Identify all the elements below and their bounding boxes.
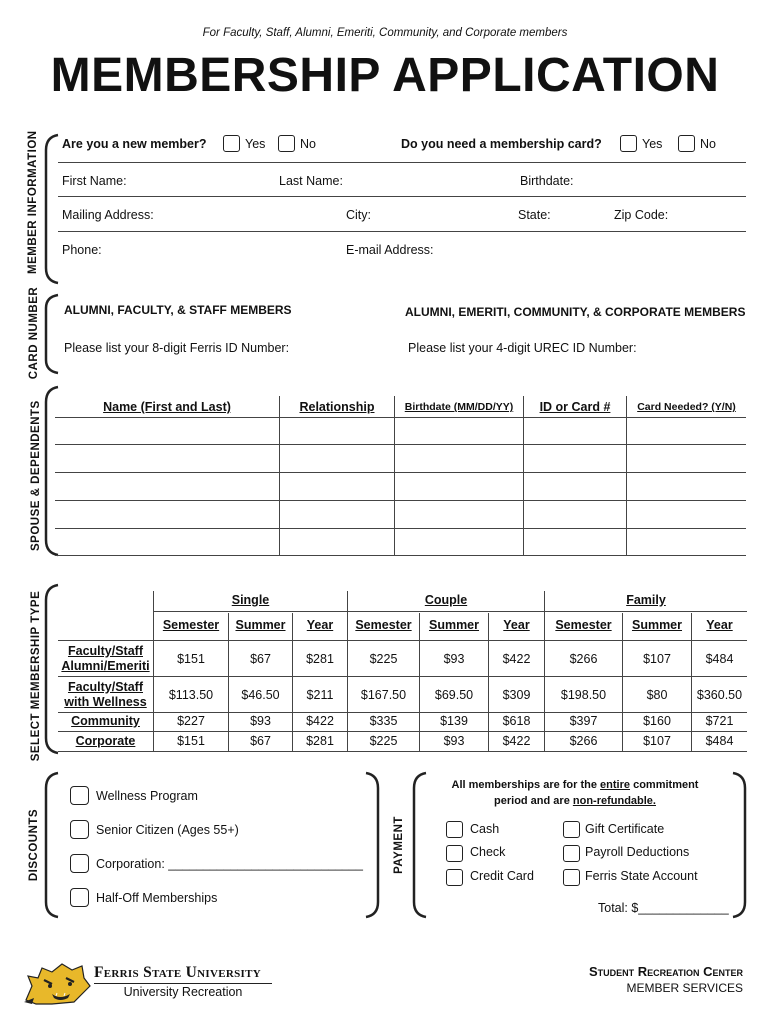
card-right-heading: ALUMNI, EMERITI, COMMUNITY, & CORPORATE MEMBERS: [405, 305, 746, 319]
price-cell[interactable]: $484: [705, 652, 734, 666]
price-cell[interactable]: $69.50: [434, 688, 474, 702]
price-cell[interactable]: $151: [177, 652, 205, 666]
card-yes-checkbox[interactable]: [620, 135, 637, 152]
member-information-label: MEMBER INFORMATION: [27, 130, 39, 274]
price-cell[interactable]: $198.50: [560, 688, 607, 702]
price-cell[interactable]: $422: [502, 652, 531, 666]
wellness-checkbox[interactable]: [70, 786, 89, 805]
ferris-logo-sub: University Recreation: [123, 985, 243, 999]
urec-id-field[interactable]: Please list your 4-digit UREC ID Number:: [408, 341, 637, 355]
payment-notice: [422, 777, 728, 809]
price-cell[interactable]: $93: [250, 714, 271, 728]
total-field[interactable]: Total: $_____________: [598, 901, 729, 915]
dependents-header-card-needed: Card Needed? (Y/N): [637, 401, 736, 413]
gift-certificate-checkbox[interactable]: [563, 821, 580, 838]
member-information-bracket: [44, 134, 60, 284]
senior-label: Senior Citizen (Ages 55+): [96, 823, 239, 837]
phone-field[interactable]: Phone:: [62, 243, 102, 257]
membership-divider: [154, 611, 747, 612]
dependents-col-divider: [279, 396, 280, 556]
dependents-row[interactable]: [55, 417, 746, 418]
logo-rule: [94, 983, 272, 984]
notice-text: All memberships are for the: [451, 779, 601, 791]
row-label-line: with Wellness: [64, 695, 147, 709]
row-label-faculty-alumni: [58, 644, 153, 674]
ferris-id-field[interactable]: Please list your 8-digit Ferris ID Number:: [64, 341, 290, 355]
member-divider: [58, 162, 746, 163]
new-member-no-label: No: [300, 137, 316, 151]
period-header: Year: [503, 618, 530, 632]
price-cell[interactable]: $225: [369, 734, 398, 748]
payment-notice-line: [422, 793, 728, 809]
form-subtitle: For Faculty, Staff, Alumni, Emeriti, Community, and Corporate members: [202, 27, 568, 39]
price-cell[interactable]: $46.50: [241, 688, 280, 702]
price-cell[interactable]: $160: [643, 714, 671, 728]
price-cell[interactable]: $309: [502, 688, 531, 702]
ferris-account-label: Ferris State Account: [585, 869, 698, 883]
dependents-col-divider: [626, 396, 627, 556]
discounts-bracket-right: [364, 772, 380, 918]
price-cell[interactable]: $107: [643, 734, 671, 748]
price-cell[interactable]: $211: [306, 688, 334, 702]
zip-code-field[interactable]: Zip Code:: [614, 208, 669, 222]
card-no-label: No: [700, 137, 716, 151]
ferris-logo-name: Ferris State University: [94, 964, 262, 981]
ferris-account-checkbox[interactable]: [563, 869, 580, 886]
card-number-bracket: [44, 294, 60, 374]
price-cell[interactable]: $227: [177, 714, 205, 728]
price-cell[interactable]: $151: [177, 734, 205, 748]
half-off-label: Half-Off Memberships: [96, 891, 218, 905]
corporation-checkbox[interactable]: [70, 854, 89, 873]
notice-entire: entire: [600, 779, 631, 791]
discounts-bracket-left: [44, 772, 60, 918]
new-member-yes-checkbox[interactable]: [223, 135, 240, 152]
price-cell[interactable]: $281: [306, 734, 334, 748]
group-couple: Couple: [424, 593, 468, 607]
mailing-address-field[interactable]: Mailing Address:: [62, 208, 154, 222]
dependents-col-divider: [394, 396, 395, 556]
price-cell[interactable]: $422: [502, 734, 531, 748]
row-label-line: Faculty/Staff: [67, 644, 143, 658]
price-cell[interactable]: $113.50: [168, 688, 214, 702]
row-label-community: Community: [71, 714, 140, 728]
price-cell[interactable]: $397: [569, 714, 598, 728]
payment-notice-line: [422, 777, 728, 793]
price-cell[interactable]: $266: [569, 734, 598, 748]
membership-divider: [58, 676, 747, 677]
price-cell[interactable]: $484: [705, 734, 734, 748]
dependents-row[interactable]: [55, 472, 746, 473]
price-cell[interactable]: $167.50: [360, 688, 407, 702]
dependents-header-birthdate: Birthdate (MM/DD/YY): [404, 401, 514, 413]
period-header: Summer: [631, 618, 683, 632]
credit-card-checkbox[interactable]: [446, 869, 463, 886]
rec-center-sub: MEMBER SERVICES: [626, 981, 743, 995]
wellness-label: Wellness Program: [96, 789, 198, 803]
period-header: Year: [706, 618, 733, 632]
membership-divider: [58, 640, 747, 641]
period-header: Summer: [235, 618, 286, 632]
discounts-label: DISCOUNTS: [28, 808, 40, 882]
city-field[interactable]: City:: [346, 208, 371, 222]
price-cell[interactable]: $67: [250, 652, 271, 666]
payroll-label: Payroll Deductions: [585, 845, 690, 859]
member-divider: [58, 196, 746, 197]
rec-center-name: Student Recreation Center: [588, 964, 743, 979]
dependents-row[interactable]: [55, 500, 746, 501]
membership-divider: [58, 731, 747, 732]
payroll-checkbox[interactable]: [563, 845, 580, 862]
notice-text: period and are: [494, 795, 573, 807]
payment-label: PAYMENT: [393, 816, 405, 874]
card-question: Do you need a membership card?: [401, 137, 602, 151]
payment-bracket-right: [731, 772, 747, 918]
email-field[interactable]: E-mail Address:: [346, 243, 434, 257]
bulldog-logo-icon: [22, 958, 92, 1004]
membership-type-label: SELECT MEMBERSHIP TYPE: [30, 590, 42, 762]
price-cell[interactable]: $281: [306, 652, 334, 666]
price-cell[interactable]: $360.50: [696, 688, 743, 702]
dependents-col-divider: [523, 396, 524, 556]
dependents-header-name: Name (First and Last): [103, 400, 231, 414]
row-label-line: Alumni/Emeriti: [61, 659, 150, 673]
price-cell[interactable]: $422: [306, 714, 334, 728]
row-label-faculty-wellness: [58, 680, 153, 710]
dependents-row[interactable]: [55, 555, 746, 556]
price-cell[interactable]: $721: [705, 714, 734, 728]
group-single: Single: [231, 593, 270, 607]
form-title: MEMBERSHIP APPLICATION: [50, 49, 720, 102]
period-header: Year: [306, 618, 334, 632]
price-cell[interactable]: $618: [502, 714, 531, 728]
period-header: Summer: [428, 618, 480, 632]
spouse-dependents-label: SPOUSE & DEPENDENTS: [30, 400, 42, 551]
notice-nonrefundable: non-refundable.: [572, 795, 656, 807]
cash-checkbox[interactable]: [446, 821, 463, 838]
first-name-field[interactable]: First Name:: [62, 174, 127, 188]
group-family: Family: [626, 593, 666, 607]
price-cell[interactable]: $80: [646, 688, 668, 702]
senior-checkbox[interactable]: [70, 820, 89, 839]
dependents-header-relationship: Relationship: [299, 400, 375, 414]
credit-card-label: Credit Card: [470, 869, 534, 883]
price-cell[interactable]: $93: [443, 734, 465, 748]
corporation-field[interactable]: Corporation: ____________________________: [96, 857, 363, 871]
notice-text: commitment: [630, 779, 699, 791]
birthdate-field[interactable]: Birthdate:: [520, 174, 574, 188]
price-cell[interactable]: $93: [443, 652, 465, 666]
period-header: Semester: [355, 618, 412, 632]
price-cell[interactable]: $139: [440, 714, 468, 728]
new-member-no-checkbox[interactable]: [278, 135, 295, 152]
dependents-row[interactable]: [55, 444, 746, 445]
period-header: Semester: [555, 618, 612, 632]
dependents-row[interactable]: [55, 528, 746, 529]
price-cell[interactable]: $107: [643, 652, 671, 666]
last-name-field[interactable]: Last Name:: [279, 174, 343, 188]
price-cell[interactable]: $67: [250, 734, 271, 748]
check-checkbox[interactable]: [446, 845, 463, 862]
price-cell[interactable]: $225: [369, 652, 398, 666]
new-member-yes-label: Yes: [245, 137, 266, 151]
price-cell[interactable]: $335: [369, 714, 398, 728]
card-yes-label: Yes: [642, 137, 663, 151]
state-field[interactable]: State:: [518, 208, 551, 222]
card-no-checkbox[interactable]: [678, 135, 695, 152]
member-divider: [58, 231, 746, 232]
price-cell[interactable]: $266: [569, 652, 598, 666]
new-member-question: Are you a new member?: [62, 137, 207, 151]
card-number-label: CARD NUMBER: [28, 286, 40, 380]
half-off-checkbox[interactable]: [70, 888, 89, 907]
membership-divider: [58, 712, 747, 713]
check-label: Check: [470, 845, 506, 859]
membership-divider: [58, 751, 747, 752]
card-left-heading: ALUMNI, FACULTY, & STAFF MEMBERS: [64, 303, 292, 317]
dependents-header-id: ID or Card #: [539, 400, 611, 414]
cash-label: Cash: [470, 822, 500, 836]
period-header: Semester: [162, 618, 220, 632]
row-label-line: Faculty/Staff: [67, 680, 143, 694]
row-label-corporate: Corporate: [75, 734, 136, 748]
gift-certificate-label: Gift Certificate: [585, 822, 665, 836]
